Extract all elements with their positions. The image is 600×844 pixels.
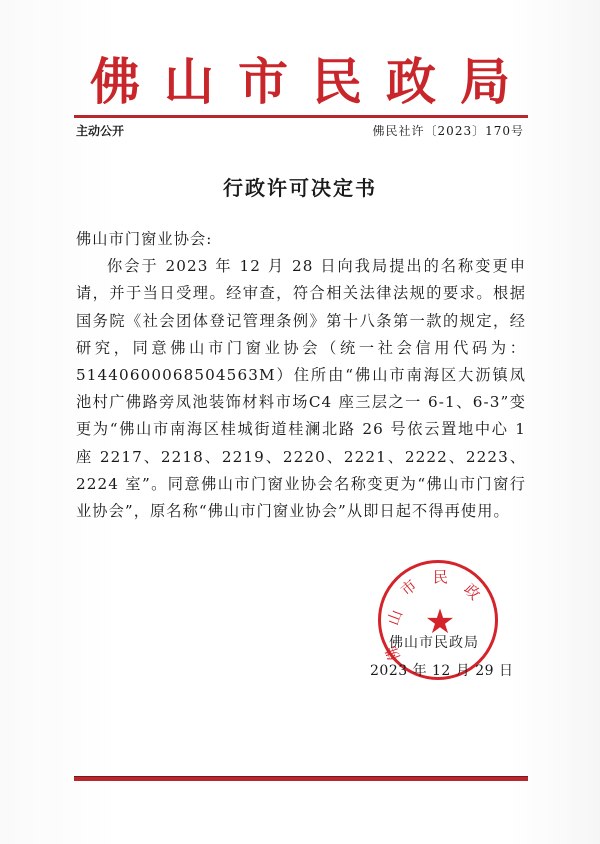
issuer-masthead: 佛山市民政局	[90, 52, 534, 111]
addressee: 佛山市门窗业协会:	[76, 230, 213, 248]
disclosure-label: 主动公开	[76, 124, 125, 138]
decision-paragraph: 你会于 2023 年 12 月 28 日向我局提出的名称变更申请，并于当日受理。经审查，符合相关法律法规的要求。根据国务院《社会团体登记管理条例》第十八条第一款的规定，经研究，同意佛山市门窗业协会（统一社会信用代码为：51440600068504563M）住所由“佛山市南海区大沥镇凤池村广佛路旁凤池装饰材料市场C4 座三层之一 6-1、6-3”变更为“佛山市南海区桂城街道桂澜北路 26 号依云置地中心 1 座 2217、2218、2219、2220、2221、2222、2223、2224 室”。同意佛山市门窗业协会名称变更为“佛山市门窗行业协会”，原名称“佛山市门窗业协会”从即日起不得再使用。	[76, 257, 526, 521]
header-red-divider	[74, 115, 528, 118]
star-icon: ★	[424, 602, 456, 642]
seal-char: 山	[383, 607, 407, 628]
footer-red-divider	[74, 776, 528, 781]
document-body	[76, 226, 526, 525]
document-title: 行政许可决定书	[223, 176, 377, 200]
signing-organization: 佛山市民政局	[389, 635, 479, 651]
seal-char: 民	[433, 568, 449, 586]
document-number: 佛民社许〔2023〕170号	[372, 124, 524, 138]
seal-char: 市	[397, 576, 421, 600]
seal-char: 佛	[381, 643, 405, 664]
seal-char: 政	[460, 580, 484, 604]
signing-date: 2023 年 12 月 29 日	[370, 663, 514, 679]
